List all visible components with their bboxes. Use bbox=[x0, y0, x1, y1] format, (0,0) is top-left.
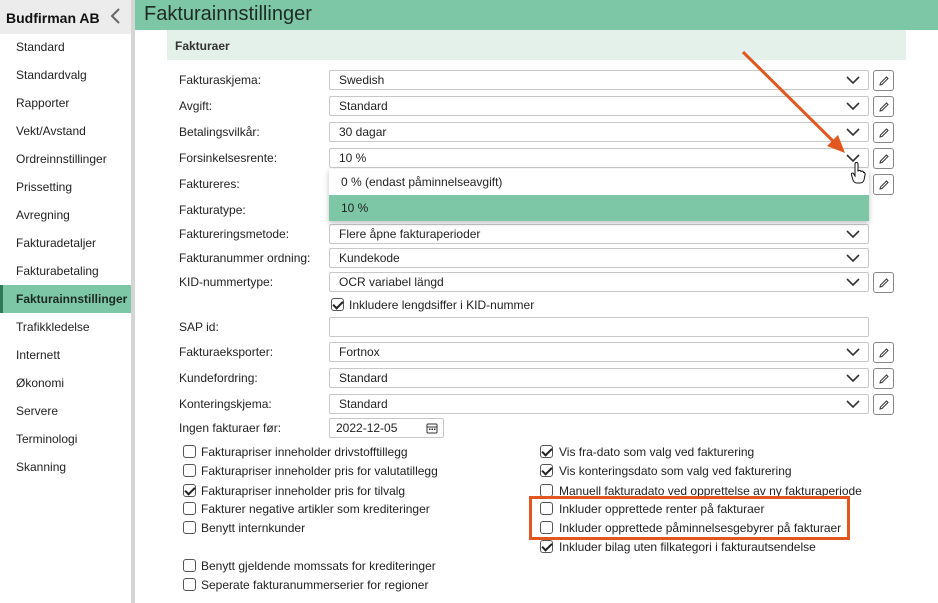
sidebar-item-fakturabetaling[interactable]: Fakturabetaling bbox=[16, 264, 99, 278]
company-name: Budfirman AB bbox=[6, 10, 100, 26]
page-title: Fakturainnstillinger bbox=[144, 3, 312, 25]
konteringskjema-value: Standard bbox=[339, 397, 388, 411]
chevron-down-icon bbox=[846, 277, 860, 287]
sidebar-item-vekt-avstand[interactable]: Vekt/Avstand bbox=[16, 124, 86, 138]
sidebar-item-terminologi[interactable]: Terminologi bbox=[16, 432, 78, 446]
fakturaeksporter-label: Fakturaeksporter: bbox=[179, 345, 274, 359]
fakturanummer-ordning-label: Fakturanummer ordning: bbox=[179, 251, 311, 265]
checkbox-label: Vis fra-dato som valg ved fakturering bbox=[559, 445, 755, 459]
faktureres-label: Faktureres: bbox=[179, 177, 240, 191]
forsinkelsesrente-select[interactable] bbox=[329, 148, 869, 168]
chevron-down-icon bbox=[846, 399, 860, 409]
section-title: Fakturaer bbox=[175, 39, 230, 53]
chevron-down-icon bbox=[846, 127, 860, 137]
checkbox-negative-artikler[interactable] bbox=[183, 502, 196, 515]
sidebar-item-standard[interactable]: Standard bbox=[16, 40, 65, 54]
checkbox-inkluder-bilag[interactable] bbox=[540, 540, 553, 553]
calendar-icon[interactable] bbox=[426, 422, 438, 434]
edit-button[interactable] bbox=[873, 272, 894, 293]
checkbox-internkunder[interactable] bbox=[183, 521, 196, 534]
edit-button[interactable] bbox=[873, 148, 894, 169]
highlight-annotation-box bbox=[529, 496, 850, 540]
chevron-down-icon bbox=[846, 75, 860, 85]
checkbox-label: Fakturapriser inneholder drivstofftillegg bbox=[201, 445, 408, 459]
brand-bar bbox=[0, 0, 131, 34]
section-header bbox=[167, 30, 906, 60]
fakturanummer-ordning-value: Kundekode bbox=[339, 251, 400, 265]
konteringskjema-label: Konteringskjema: bbox=[179, 397, 272, 411]
pencil-icon bbox=[878, 153, 890, 165]
checkbox-label: Vis konteringsdato som valg ved fakturering bbox=[559, 464, 792, 478]
checkbox-label: Fakturer negative artikler som krediteringer bbox=[201, 502, 430, 516]
avgift-value: Standard bbox=[339, 99, 388, 113]
checkbox-drivstofftillegg[interactable] bbox=[183, 445, 196, 458]
pencil-icon bbox=[878, 101, 890, 113]
sidebar-divider bbox=[131, 0, 135, 603]
fakturanummer-ordning-select[interactable] bbox=[329, 248, 869, 268]
chevron-down-icon bbox=[846, 347, 860, 357]
checkbox-label: Inkluder bilag uten filkategori i fakturautsendelse bbox=[559, 540, 816, 554]
avgift-label: Avgift: bbox=[179, 99, 213, 113]
date-value: 2022-12-05 bbox=[336, 421, 398, 435]
fakturaskjema-select[interactable] bbox=[329, 70, 869, 90]
faktureringsmetode-value: Flere åpne fakturaperioder bbox=[339, 227, 481, 241]
edit-button[interactable] bbox=[873, 394, 894, 415]
checkbox-vis-fra-dato[interactable] bbox=[540, 445, 553, 458]
checkbox-tilvalg[interactable] bbox=[183, 484, 196, 497]
sidebar-item-skanning[interactable]: Skanning bbox=[16, 460, 67, 474]
fakturaeksporter-value: Fortnox bbox=[339, 345, 380, 359]
chevron-left-icon[interactable] bbox=[108, 6, 124, 26]
checkbox-label: Benytt internkunder bbox=[201, 521, 306, 535]
chevron-down-icon bbox=[846, 101, 860, 111]
include-length-digit-label: Inkludere lengdsiffer i KID-nummer bbox=[349, 298, 535, 312]
sidebar-item-trafikkledelse[interactable]: Trafikkledelse bbox=[16, 320, 90, 334]
avgift-select[interactable] bbox=[329, 96, 869, 116]
pencil-icon bbox=[878, 127, 890, 139]
checkbox-label: Manuell fakturadato ved opprettelse av ny fakturaperiode bbox=[559, 484, 862, 498]
kundefordring-value: Standard bbox=[339, 371, 388, 385]
hand-cursor-icon bbox=[850, 162, 866, 184]
chevron-down-icon bbox=[846, 373, 860, 383]
fakturatype-label: Fakturatype: bbox=[179, 203, 246, 217]
dropdown-option-selected[interactable]: 10 % bbox=[329, 195, 869, 221]
pencil-icon bbox=[878, 347, 890, 359]
forsinkelsesrente-dropdown-menu bbox=[329, 169, 869, 221]
kid-nummertype-label: KID-nummertype: bbox=[179, 275, 274, 289]
konteringskjema-select[interactable] bbox=[329, 394, 869, 414]
forsinkelsesrente-value: 10 % bbox=[339, 151, 367, 165]
edit-button[interactable] bbox=[873, 342, 894, 363]
sidebar-item-fakturainnstillinger[interactable]: Fakturainnstillinger bbox=[0, 285, 131, 313]
betalingsvilkar-label: Betalingsvilkår: bbox=[179, 125, 260, 139]
sidebar-item-prissetting[interactable]: Prissetting bbox=[16, 180, 73, 194]
kundefordring-select[interactable] bbox=[329, 368, 869, 388]
pencil-icon bbox=[878, 373, 890, 385]
chevron-down-icon bbox=[846, 229, 860, 239]
kid-nummertype-select[interactable] bbox=[329, 272, 869, 292]
checkbox-label: Benytt gjeldende momssats for krediteringer bbox=[201, 559, 436, 573]
checkbox-label: Inkluder opprettede renter på fakturaer bbox=[559, 502, 765, 516]
page-header bbox=[135, 0, 938, 30]
checkbox-label: Fakturapriser inneholder pris for tilvalg bbox=[201, 484, 406, 498]
include-length-digit-checkbox[interactable] bbox=[331, 298, 344, 311]
sidebar-item-servere[interactable]: Servere bbox=[16, 404, 59, 418]
sap-id-label: SAP id: bbox=[179, 320, 219, 334]
sidebar-item-rapporter[interactable]: Rapporter bbox=[16, 96, 70, 110]
dropdown-option[interactable]: 0 % (endast påminnelseavgift) bbox=[341, 175, 503, 189]
checkbox-momssats[interactable] bbox=[183, 559, 196, 572]
checkbox-label: Inkluder opprettede påminnelsesgebyrer på fakturaer bbox=[559, 521, 842, 535]
fakturaeksporter-select[interactable] bbox=[329, 342, 869, 362]
pencil-icon bbox=[878, 277, 890, 289]
checkbox-label: Fakturapriser inneholder pris for valutatillegg bbox=[201, 464, 438, 478]
fakturaskjema-label: Fakturaskjema: bbox=[179, 73, 262, 87]
pencil-icon bbox=[878, 399, 890, 411]
sap-id-input[interactable] bbox=[329, 317, 869, 337]
kundefordring-label: Kundefordring: bbox=[179, 371, 258, 385]
edit-button[interactable] bbox=[873, 174, 894, 195]
chevron-down-icon bbox=[846, 253, 860, 263]
checkbox-valutatillegg[interactable] bbox=[183, 464, 196, 477]
sidebar bbox=[0, 0, 131, 603]
sidebar-item-avregning[interactable]: Avregning bbox=[16, 208, 70, 222]
sidebar-item-okonomi[interactable]: Økonomi bbox=[16, 376, 65, 390]
sidebar-item-ordreinnstillinger[interactable]: Ordreinnstillinger bbox=[16, 152, 107, 166]
edit-button[interactable] bbox=[873, 122, 894, 143]
pencil-icon bbox=[878, 75, 890, 87]
sidebar-item-standardvalg[interactable]: Standardvalg bbox=[16, 68, 87, 82]
sidebar-item-internett[interactable]: Internett bbox=[16, 348, 61, 362]
edit-button[interactable] bbox=[873, 368, 894, 389]
faktureringsmetode-label: Faktureringsmetode: bbox=[179, 227, 290, 241]
betalingsvilkar-select[interactable] bbox=[329, 122, 869, 142]
checkbox-fakturanummerserier[interactable] bbox=[183, 578, 196, 591]
betalingsvilkar-value: 30 dagar bbox=[339, 125, 387, 139]
kid-nummertype-value: OCR variabel längd bbox=[339, 275, 444, 289]
edit-button[interactable] bbox=[873, 96, 894, 117]
ingen-fakturaer-for-label: Ingen fakturaer før: bbox=[179, 421, 282, 435]
forsinkelsesrente-label: Forsinkelsesrente: bbox=[179, 151, 278, 165]
faktureringsmetode-select[interactable] bbox=[329, 224, 869, 244]
date-input[interactable] bbox=[329, 418, 444, 438]
pencil-icon bbox=[878, 179, 890, 191]
sidebar-item-fakturadetaljer[interactable]: Fakturadetaljer bbox=[16, 236, 97, 250]
edit-button[interactable] bbox=[873, 70, 894, 91]
checkbox-label: Seperate fakturanummerserier for regioner bbox=[201, 578, 429, 592]
checkbox-vis-konteringsdato[interactable] bbox=[540, 464, 553, 477]
fakturaskjema-value: Swedish bbox=[339, 73, 385, 87]
